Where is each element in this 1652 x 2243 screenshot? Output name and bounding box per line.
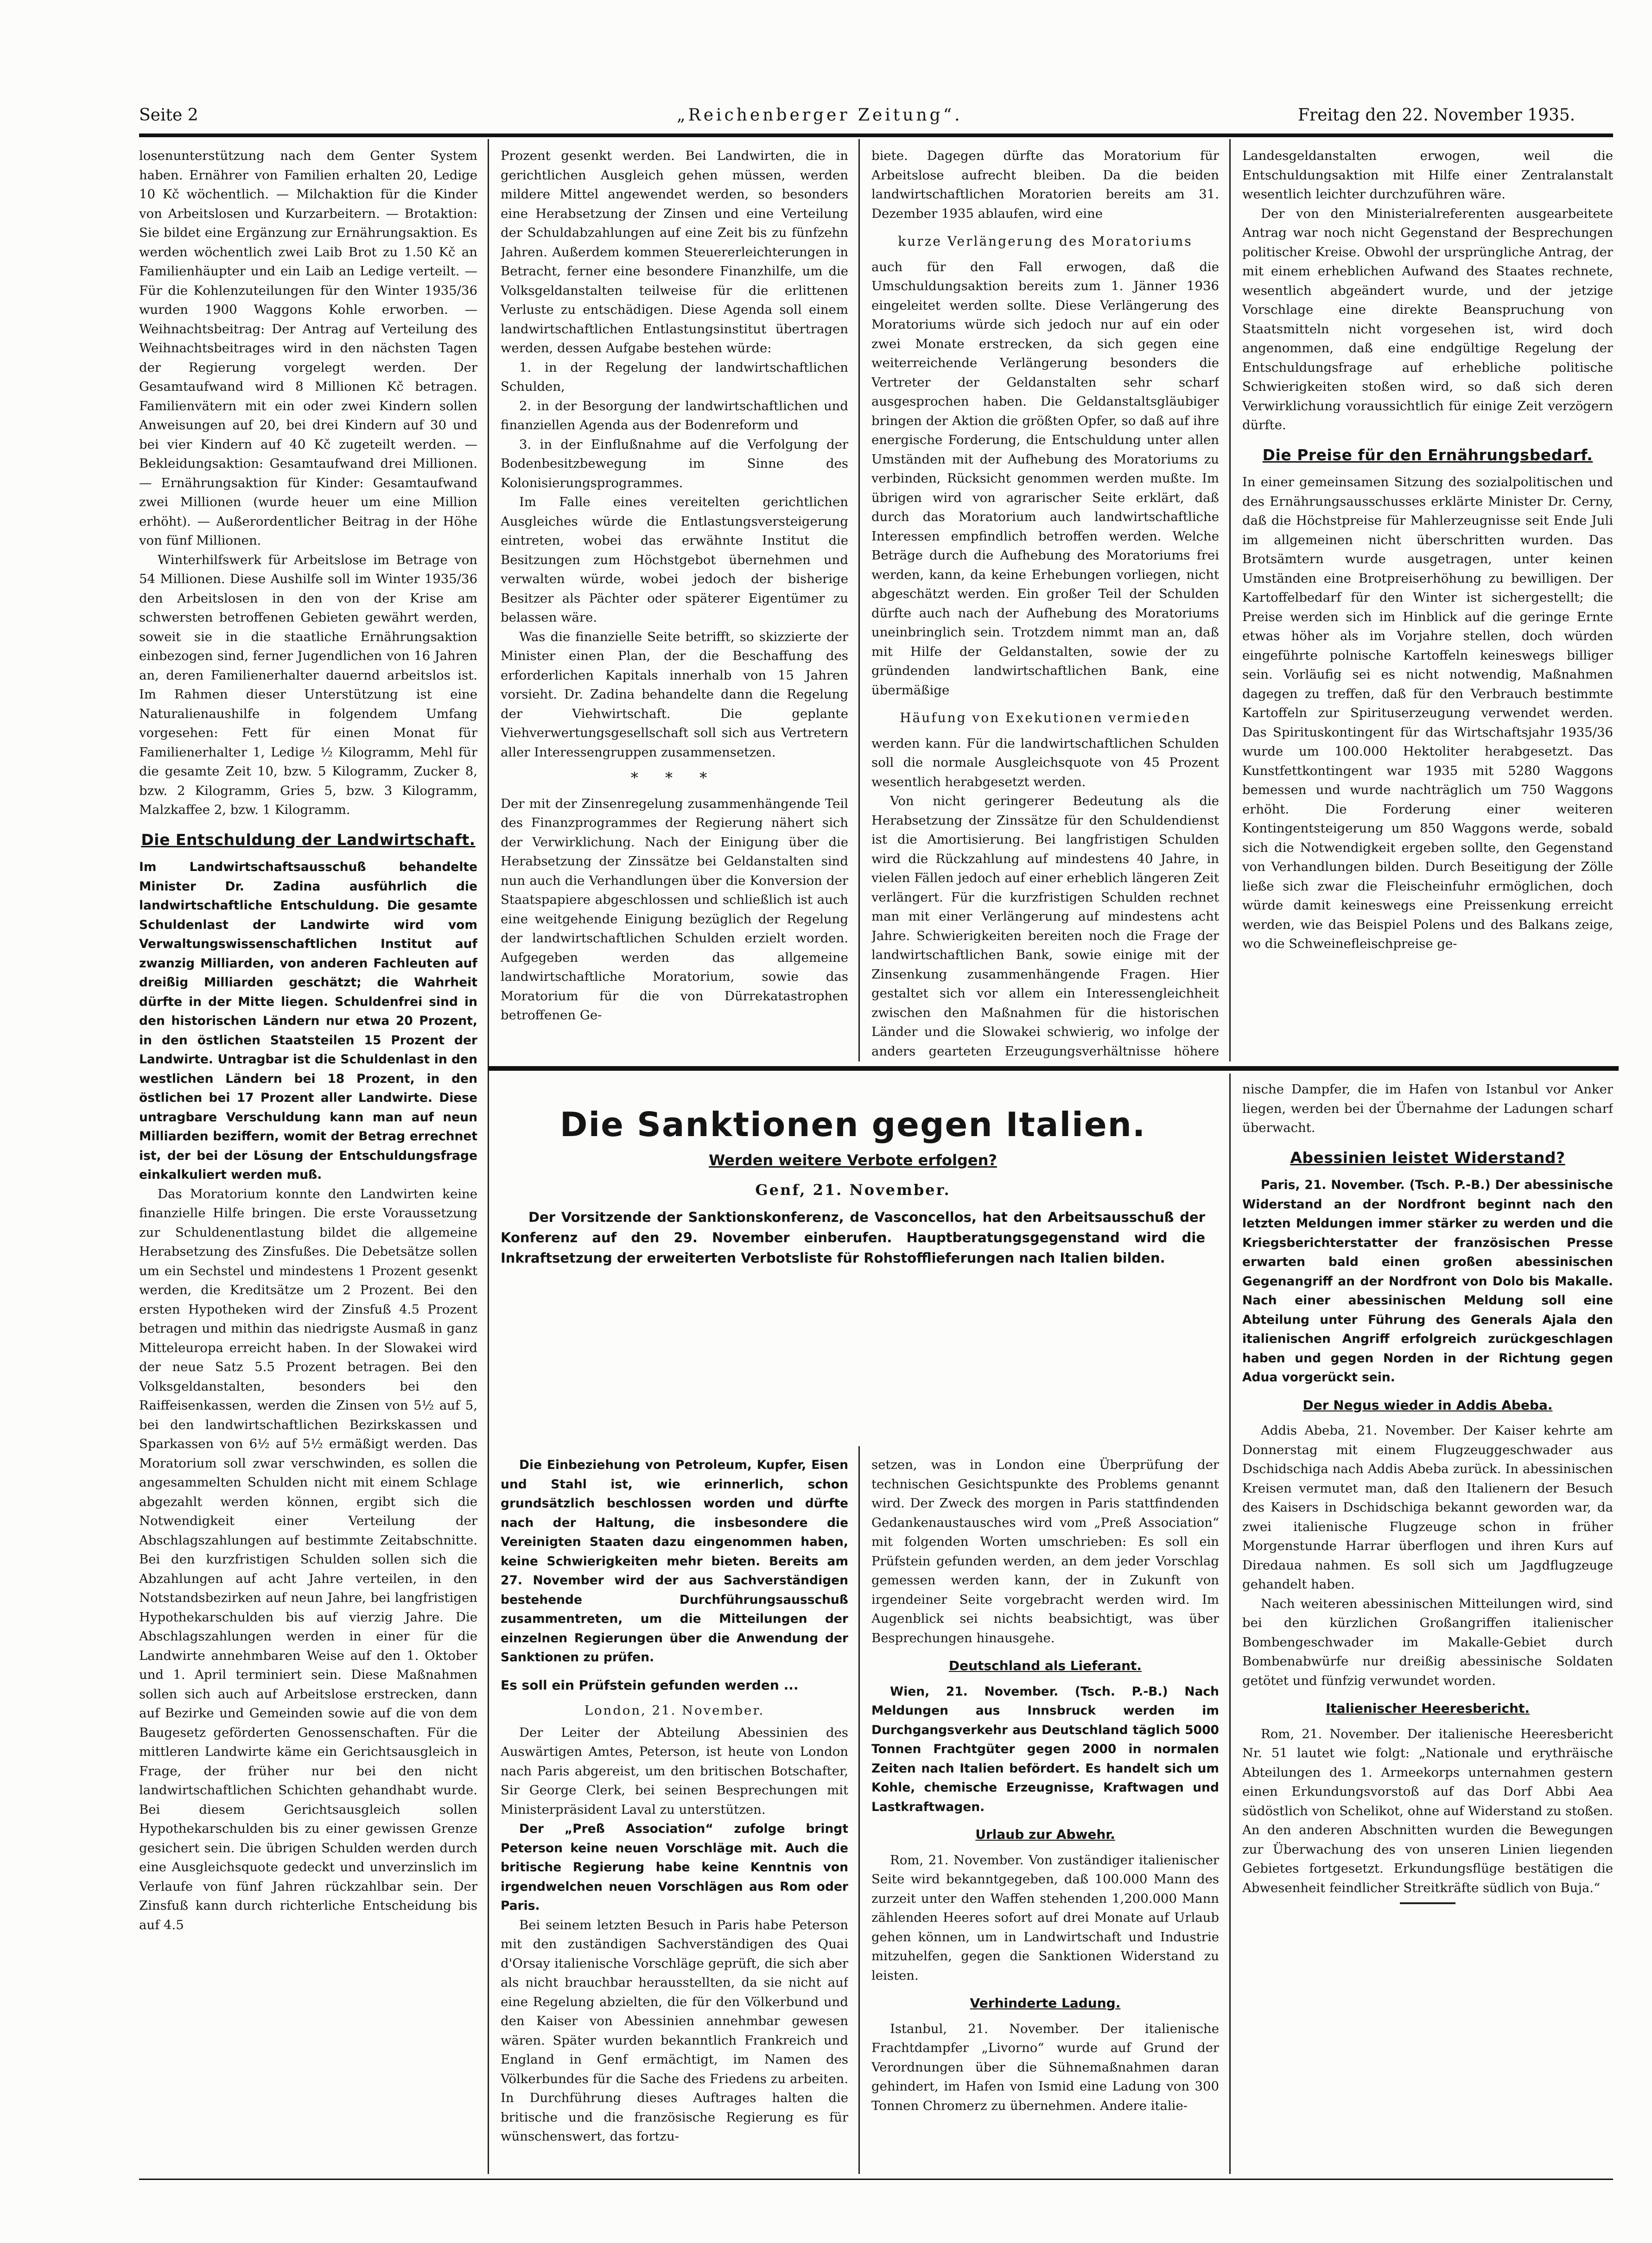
end-rule [1400, 1902, 1455, 1904]
paragraph: Das Moratorium konnte den Landwirten keine finanzielle Hilfe bringen. Die erste Voraussetzung zur Schuldenentlastung bildet die allgemeine Herabsetzung des Zinsfußes. Die Debetsätze sollen um ein Sechstel und mindestens 1 Prozent gesenkt werden, die Kreditsätze um 2 Prozent. Bei den ersten Hypotheken wird der Zinsfuß 4.5 Prozent betragen und mithin das niedrigste Ausmaß in ganz Mitteleuropa erreicht haben. In der Slowakei wird der neue Satz 5.5 Prozent betragen. Bei den Volksgeldanstalten, besonders bei den Raiffeisenkassen, werden die Zinsen von 5½ auf 5, bei den landwirtschaftlichen Bezirkskassen und Sparkassen von 6½ auf 5½ ermäßigt werden. Das Moratorium soll zwar verschwinden, es sollen die angesammelten Schulden nicht mit einem Schlage abgezahlt werden können, ergibt sich die Notwendigkeit einer Verteilung der Abschlagszahlungen auf bestimmte Zeitabschnitte. Bei den kurzfristigen Schulden sollen sich die Abzahlungen auf acht Jahre verteilen, in den Notstandsbezirken auf neun Jahre, bei langfristigen Hypothekarschulden bis auf vierzig Jahre. Die Abschlagszahlungen werden in einer für die Landwirte annehmbaren Weise auf den 1. Oktober und 1. April terminiert sein. Diese Maßnahmen sollen sich auch auf Arbeitslose erstrecken, dann auf Bezirke und Gemeinden sowie auf die von dem Baugesetz geförderten Genossenschaften. Für die mittleren Landwirte käme ein Gerichtsausgleich in Frage, der früher nur bei den nicht landwirtschaftlichen Schichten gehandhabt wurde. Bei diesem Gerichtsausgleich sollen Hypothekarschulden bis zu einer gewissen Grenze gesichert sein. Die übrigen Schulden werden durch eine Ausgleichsquote gedeckt und unverzinslich im Verlaufe von fünf Jahren rückzahlbar sein. Der Zinsfuß kann durch richterliche Entscheidung bis auf 4.5 [139, 1186, 477, 1932]
paragraph-bold: Der „Preß Association“ zufolge bringt Peterson keine neuen Vorschläge mit. Auch die britische Regierung habe keine Kenntnis von irgendwelchen neuen Vorschlägen aus Rom oder Paris. [501, 1822, 848, 1913]
paragraph-bold: Im Landwirtschaftsausschuß behandelte Minister Dr. Zadina ausführlich die landwirtschaftliche Entschuldung. Die gesamte Schuldenlast der Landwirte wird vom Verwaltungswissenschaftlichen Institut auf zwanzig Milliarden, von anderen Fachleuten auf dreißig Milliarden geschätzt; die Wahrheit dürfte in der Mitte liegen. Schuldenfrei sind in den historischen Ländern nur etwa 20 Prozent, in den östlichen Staatsteilen 15 Prozent der Landwirte. Untragbar ist die Schuldenlast in den westlichen Ländern bei 18 Prozent, in den östlichen bei 17 Prozent aller Landwirte. Diese untragbare Verschuldung kann man auf neun Milliarden beziffern, womit der Betrag errechnet ist, der bei der Lösung der Entschuldungsfrage einkalkuliert werden muß. [139, 860, 477, 1182]
paragraph: biete. Dagegen dürfte das Moratorium für Arbeitslose aufrecht bleiben. Da die beiden landwirtschaftlichen Moratorien bereits am 31. Dezember 1935 ablaufen, wird eine [871, 148, 1219, 221]
subheading: Italienischer Heeresbericht. [1325, 1701, 1530, 1716]
paragraph-bold: Die Einbeziehung von Petroleum, Kupfer, Eisen und Stahl ist, wie erinnerlich, schon grundsätzlich beschlossen worden und dürfte nach der Haltung, die insbesondere die Vereinigten Staaten dazu eingenommen haben, keine Schwierigkeiten mehr bieten. Bereits am 27. November wird der aus Sachverständigen bestehende Durchführungsausschuß zusammentreten, um die Mitteilungen der einzelnen Regierungen über die Anwendung der Sanktionen zu prüfen. [501, 1458, 848, 1665]
paragraph: setzen, was in London eine Überprüfung der technischen Gesichtspunkte des Problems genannt wird. Der Zweck des morgen in Paris stattfindenden Gedankenaustausches wird vom „Preß Association“ mit folgenden Worten umschrieben: Es soll ein Prüfstein gefunden werden, an dem jeder Vorschlag gemessen werden kann, der in Zukunft von irgendeiner Seite vorgebracht werden wird. Im Augenblick sei nichts beabsichtigt, was über Besprechungen hinausgehe. [871, 1457, 1219, 1646]
column-rule-4 [858, 1446, 860, 2174]
sanktionen-column-a [501, 1455, 848, 2174]
paragraph: Rom, 21. November. Von zuständiger italienischer Seite wird bekanntgegeben, daß 100.000 Mann des zurzeit unter den Waffen stehenden 1,200.000 Mann zählenden Heeres sofort auf drei Monate auf Urlaub gehen können, um in Landwirtschaft und Industrie mitzuhelfen, gegen die Sanktionen Widerstand zu leisten. [871, 1852, 1219, 1983]
paragraph: nische Dampfer, die im Hafen von Istanbul vor Anker liegen, werden bei der Übernahme der Ladungen scharf überwacht. [1242, 1082, 1613, 1135]
paragraph-bold: Paris, 21. November. (Tsch. P.-B.) Der abessinische Widerstand an der Nordfront beginnt nach den letzten Meldungen immer stärker zu werden und die Kriegsberichterstatter der französischen Presse erwarten bald einen großen abessinischen Gegenangriff an der Nordfront von Dolo bis Makalle. Nach einer abessinischen Meldung soll eine Abteilung unter Führung des Generals Ajala den italienischen Angriff erfolgreich zurückgeschlagen haben und gegen Norden in der Richtung gegen Adua vorgerückt sein. [1242, 1178, 1613, 1385]
bottom-rule [139, 2179, 1613, 2180]
sanktionen-column-b [871, 1455, 1219, 2174]
section-divider [488, 1066, 1619, 1071]
paragraph: auch für den Fall erwogen, daß die Umschuldungsaktion bereits zum 1. Jänner 1936 eingeleitet werden sollte. Diese Verlängerung des Moratoriums würde sich jedoch nur auf ein oder zwei Monate erstrecken, da sich gegen eine weiterreichende Verlängerung besonders die Vertreter der Geldanstalten sehr scharf ausgesprochen haben. Die Geldanstaltsgläubiger bringen der Aktion die größten Opfer, so daß auf ihre energische Forderung, die Entschuldung unter allen Umständen mit der Aufhebung des Moratoriums zu verbinden, Rücksicht genommen werden mußte. Im übrigen wird von agrarischer Seite erklärt, daß durch das Moratorium auch landwirtschaftliche Interessen empfindlich betroffen werden. Welche Beträge durch die Aufhebung des Moratoriums frei werden, kann, da keine Erhebungen vorliegen, nicht abgeschätzt werden. Ein großer Teil der Schulden dürfte auch nach der Aufhebung des Moratoriums uneinbringlich sein. Trotzdem nimmt man an, daß mit Hilfe der Geldanstalten, sowie der zu gründenden landwirtschaftlichen Bank, eine übermäßige [871, 259, 1219, 698]
header-rule [139, 133, 1613, 137]
paragraph-bold: Wien, 21. November. (Tsch. P.-B.) Nach Meldungen aus Innsbruck werden im Durchgangsverkehr aus Deutschland täglich 5000 Tonnen Frachtgüter gegen 2000 in normalen Zeiten nach Italien befördert. Es handelt sich um Kohle, chemische Erzeugnisse, Kraftwagen und Lastkraftwagen. [871, 1684, 1219, 1814]
paragraph: Istanbul, 21. November. Der italienische Frachtdampfer „Livorno“ wurde auf Grund der Verordnungen über die Sühnemaßnahmen daran gehindert, im Hafen von Ismid eine Ladung von 300 Tonnen Chromerz zu übernehmen. Andere italie- [871, 2021, 1219, 2113]
paragraph: losenunterstützung nach dem Genter System haben. Ernährer von Familien erhalten 20, Ledige 10 Kč wöchentlich. — Milchaktion für die Kinder von Arbeitslosen und Kurzarbeitern. — Brotaktion: Sie bildet eine Ergänzung zur Ernährungsaktion. Es werden wöchentlich zwei Laib Brot zu 1.50 Kč an Familienhäupter und ein Laib an Ledige verteilt. — Für die Kohlenzuteilungen für den Winter 1935/36 wurden 1900 Waggons Kohle erworben. — Weihnachtsbeitrag: Der Antrag auf Verteilung des Weihnachtsbeitrages wird in den nächsten Tagen der Regierung vorgelegt werden. Der Gesamtaufwand wird 8 Millionen Kč betragen. Familienvätern mit ein oder zwei Kindern sollen Anweisungen auf 20, bei drei Kindern auf 30 und bei vier Kindern auf 40 Kč zugeteilt werden. — Bekleidungsaktion: Gesamtaufwand drei Millionen. — Ernährungsaktion für Kinder: Gesamtaufwand zwei Millionen (wurde heuer um eine Million erhöht). — Außerordentlicher Beitrag in der Höhe von fünf Millionen. [139, 148, 477, 548]
paragraph: Was die finanzielle Seite betrifft, so skizzierte der Minister einen Plan, der die Beschaffung des erforderlichen Kapitals innerhalb von 15 Jahren vorsieht. Dr. Zadina behandelte dann die Regelung der Viehwirtschaft. Die geplante Viehverwertungsgesellschaft soll sich aus Vertretern aller Interessengruppen zusammensetzen. [501, 629, 848, 760]
inline-heading: kurze Verlängerung des Moratoriums [898, 234, 1193, 249]
paragraph-bold: Der Vorsitzende der Sanktionskonferenz, de Vasconcellos, hat den Arbeitsausschuß der Konferenz auf den 29. November einberufen. Hauptberatungsgegenstand wird die Inkraftsetzung der erweiterten Verbotsliste für Rohstofflieferungen nach Italien bilden. [501, 1209, 1205, 1266]
subheading: Deutschland als Lieferant. [948, 1658, 1142, 1673]
separator-stars: * * * [630, 769, 718, 787]
page-header [139, 106, 1613, 133]
paragraph: Rom, 21. November. Der italienische Heeresbericht Nr. 51 lautet wie folgt: „Nationale und erythräische Abteilungen des 1. Armeekorps unternahmen gestern einen Erkundungsvorstoß auf das Dorf Abbi Aea südöstlich von Schelikot, ohne auf Widerstand zu stoßen. An den anderen Abschnitten wurden die Bewegungen zur Überwachung des von unseren Linien liegenden Gebietes fortgesetzt. Erkundungsflüge bestätigen die Abwesenheit feindlicher Streitkräfte südlich von Buja.“ [1242, 1726, 1613, 1895]
paragraph: Landesgeldanstalten erwogen, weil die Entschuldungsaktion mit Hilfe einer Zentralanstalt wesentlich leichter durchzuführen wäre. [1242, 148, 1613, 202]
column-rule-1 [488, 139, 489, 2174]
paragraph: Nach weiteren abessinischen Mitteilungen wird, sind bei den kürzlichen Großangriffen italienischer Bombengeschwader im Makalle-Gebiet durch Bombenabwürfe nur dreißig abessinische Soldaten getötet und fünfzig verwundet worden. [1242, 1596, 1613, 1688]
column-1 [139, 146, 477, 2177]
paragraph: Prozent gesenkt werden. Bei Landwirten, die in gerichtlichen Ausgleich gehen müssen, werden mildere Mittel angewendet werden, so besonders eine Herabsetzung der Zinsen und eine Verteilung der Schuldabzahlungen auf eine Zeit bis zu fünfzehn Jahren. Außerdem kommen Steuererleichterungen in Betracht, ferner eine besondere Finanzhilfe, um die Volksgeldanstalten teilweise für die erlittenen Verluste zu entschädigen. Diese Agenda soll einem landwirtschaftlichen Entlastungsinstitut übertragen werden, dessen Aufgabe bestehen würde: [501, 148, 848, 356]
subheadline: Werden weitere Verbote erfolgen? [709, 1151, 997, 1169]
paragraph: In einer gemeinsamen Sitzung des sozialpolitischen und des Ernährungsausschusses erklärte Minister Dr. Cerny, daß die Höchstpreise für Mahlerzeugnisse seit Ende Juli im allgemeinen nicht überschritten wurden. Das Brotsämtern wurde ausgetragen, unter keinen Umständen eine Brotpreiserhöhung zu bewilligen. Der Kartoffelbedarf für den Winter ist sichergestellt; die Preise werden sich im Hinblick auf die geringe Ernte etwas höher als im Vorjahre stellen, doch würden eingeführte polnische Kartoffeln keineswegs billiger sein. Vorläufig sei es nicht notwendig, Maßnahmen dagegen zu treffen, daß für den Verbrauch bestimmte Kartoffeln zur Spirituserzeugung verwendet werden. Das Spirituskontingent für das Wirtschaftsjahr 1935/36 wurde um 100.000 Hektoliter herabgesetzt. Das Kunstfettkontingent war 1935 mit 5280 Waggons bemessen und wurde nachträglich um 750 Waggons erhöht. Die Forderung einer weiteren Kontingentsteigerung um 850 Waggons werde, sobald sich die Notwendigkeit ergeben sollte, den Gegenstand von Verhandlungen bilden. Durch Beseitigung der Zölle ließe sich zwar die Fleischeinfuhr ermöglichen, doch würde damit keineswegs eine Preissenkung erreicht werden, wie das Beispiel Polens und des Balkans zeige, wo die Schweinefleischpreise ge- [1242, 475, 1613, 951]
inline-heading: Häufung von Exekutionen vermieden [900, 710, 1191, 725]
page-number: Seite 2 [139, 106, 198, 125]
subheading: Urlaub zur Abwehr. [975, 1827, 1115, 1842]
paragraph: Im Falle eines vereitelten gerichtlichen Ausgleiches würde die Entlastungsversteigerung eintreten, wobei das erwähnte Institut die Besitzungen zum Höchstgebot übernehmen und verwalten würde, wobei jedoch der bisherige Besitzer als Pächter oder späterer Eigentümer zu belassen wäre. [501, 495, 848, 625]
dateline: Genf, 21. November. [755, 1181, 951, 1199]
list-item: 3. in der Einflußnahme auf die Verfolgung der Bodenbesitzbewegung im Sinne des Kolonisierungsprogrammes. [501, 437, 848, 490]
paragraph: Von nicht geringerer Bedeutung als die Herabsetzung der Zinssätze für den Schuldendienst ist die Amortisierung. Bei langfristigen Schulden wird die Rückzahlung auf mindestens 40 Jahre, in vielen Fällen jedoch auf einer erheblich längeren Zeit verlängert. Für die kurzfristigen Schulden rechnet man mit einer Verlängerung auf mindestens acht Jahre. Schwierigkeiten bereiten noch die Frage der landwirtschaftlichen Bank, sowie einige mit der Zinsenkung zusammenhängende Fragen. Hier gestaltet sich vor allem ein Interessengleichheit zwischen den Maßnahmen für die historischen Länder und die Slowakei schwierig, wo infolge der anders gearteten Erzeugungsverhältnisse höhere [871, 794, 1219, 1059]
subheading: Verhinderte Ladung. [970, 1995, 1121, 2011]
paragraph: Bei seinem letzten Besuch in Paris habe Peterson mit den zuständigen Sachverständigen des Quai d'Orsay italienische Vorschläge geprüft, die sich aber als nicht brauchbar herausstellten, da sie nicht auf eine Regelung abzielten, die für den Völkerbund und den Kaiser von Abessinien annehmbar gewesen wären. Später wurden bekanntlich Frankreich und England in Genf ermächtigt, im Namen des Völkerbundes für die Sache des Friedens zu arbeiten. In Durchführung dieses Auftrages halten die britische und die französische Regierung es für wünschenswert, das fortzu- [501, 1917, 848, 2144]
sanktionen-column-c [1242, 1080, 1613, 2174]
column-3 [871, 146, 1219, 1062]
paragraph: Der Leiter der Abteilung Abessinien des Auswärtigen Amtes, Peterson, ist heute von London nach Paris abgereist, um den britischen Botschafter, Sir George Clerk, bei seinen Besprechungen mit Ministerpräsident Laval zu unterstützen. [501, 1725, 848, 1817]
lead-paragraph [501, 1207, 1205, 1268]
newspaper-name: „Reichenberger Zeitung“. [677, 106, 963, 125]
headline-sanktionen: Die Sanktionen gegen Italien. [559, 1105, 1146, 1144]
paragraph: Addis Abeba, 21. November. Der Kaiser kehrte am Donnerstag mit einem Flugzeuggeschwader aus Dschidschiga nach Addis Abeba zurück. In abessinischen Kreisen vermutet man, daß den Italienern der Besuch des Kaisers in Dschidschiga bekannt geworden war, da zwei italienische Flugzeuge schon in früher Morgenstunde Harrar überflogen und ihren Kurs auf Diredaua nahmen. Es soll sich um Jagdflugzeuge gehandelt haben. [1242, 1423, 1613, 1592]
section-title-preise: Die Preise für den Ernährungsbedarf. [1262, 445, 1593, 464]
paragraph: Winterhilfswerk für Arbeitslose im Betrage von 54 Millionen. Diese Aushilfe soll im Winter 1935/36 den Arbeitslosen in den von der Krise am schwersten betroffenen Gebieten gewährt werden, soweit sie in die staatliche Ernährungsaktion einbezogen sind, ferner Jugendlichen von 16 Jahren an, deren Familienerhalter dauernd arbeitslos ist. Im Rahmen dieser Unterstützung ist eine Naturalienaushilfe in folgendem Umfang vorgesehen: Fett für einen Monat für Familienerhalter 1, Ledige ½ Kilogramm, Mehl für die gesamte Zeit 10, bzw. 5 Kilogramm, Zucker 8, bzw. 2 Kilogramm, Gries 5, bzw. 3 Kilogramm, Malzkaffee 2, bzw. 1 Kilogramm. [139, 552, 477, 817]
paragraph: Der mit der Zinsenregelung zusammenhängende Teil des Finanzprogrammes der Regierung nähert sich der Verwirklichung. Nach der Einigung über die Herabsetzung der Zinssätze bei Geldanstalten sind nun auch die Verhandlungen über die Konversion der Staatspapiere abgeschlossen und schließlich ist auch eine weitgehende Einigung bezüglich der Regelung der landwirtschaftlichen Schulden erzielt worden. Aufgegeben werden das allgemeine landwirtschaftliche Moratorium, sowie das Moratorium für die von Dürrekatastrophen betroffenen Ge- [501, 796, 848, 1023]
list-item: 1. in der Regelung der landwirtschaftlichen Schulden, [501, 360, 848, 394]
paragraph: Der von den Ministerialreferenten ausgearbeitete Antrag war noch nicht Gegenstand der Besprechungen politischer Kreise. Obwohl der ursprüngliche Antrag, der mit einem erheblichen Aufwand des Staates rechnete, wesentlich abgeändert wurde, und der jetzige Vorschlage eine direkte Beanspruchung von Staatsmitteln nicht vorgesehen ist, wird doch angenommen, daß eine endgültige Regelung der Entschuldungsfrage auf erhebliche politische Schwierigkeiten stoßen wird, so daß sich deren Verwirklichung voraussichtlich für einige Zeit verzögern dürfte. [1242, 206, 1613, 432]
column-2 [501, 146, 848, 1062]
column-rule-5 [1229, 1074, 1231, 2174]
column-rule-3 [1229, 139, 1231, 1061]
section-title-abessinien: Abessinien leistet Widerstand? [1290, 1148, 1565, 1167]
subheading: Der Negus wieder in Addis Abeba. [1303, 1397, 1553, 1413]
list-item: 2. in der Besorgung der landwirtschaftlichen und finanziellen Agenda aus der Bodenreform und [501, 398, 848, 432]
subheading: Es soll ein Prüfstein gefunden werden ... [501, 1677, 799, 1693]
section-title-entschuldung: Die Entschuldung der Landwirtschaft. [141, 830, 476, 849]
column-4 [1242, 146, 1613, 1062]
dateline: London, 21. November. [584, 1703, 765, 1718]
column-rule-2 [858, 139, 860, 1061]
issue-date: Freitag den 22. November 1935. [1298, 106, 1576, 125]
paragraph: werden kann. Für die landwirtschaftlichen Schulden soll die normale Ausgleichsquote von 45 Prozent wesentlich herabgesetzt werden. [871, 736, 1219, 789]
